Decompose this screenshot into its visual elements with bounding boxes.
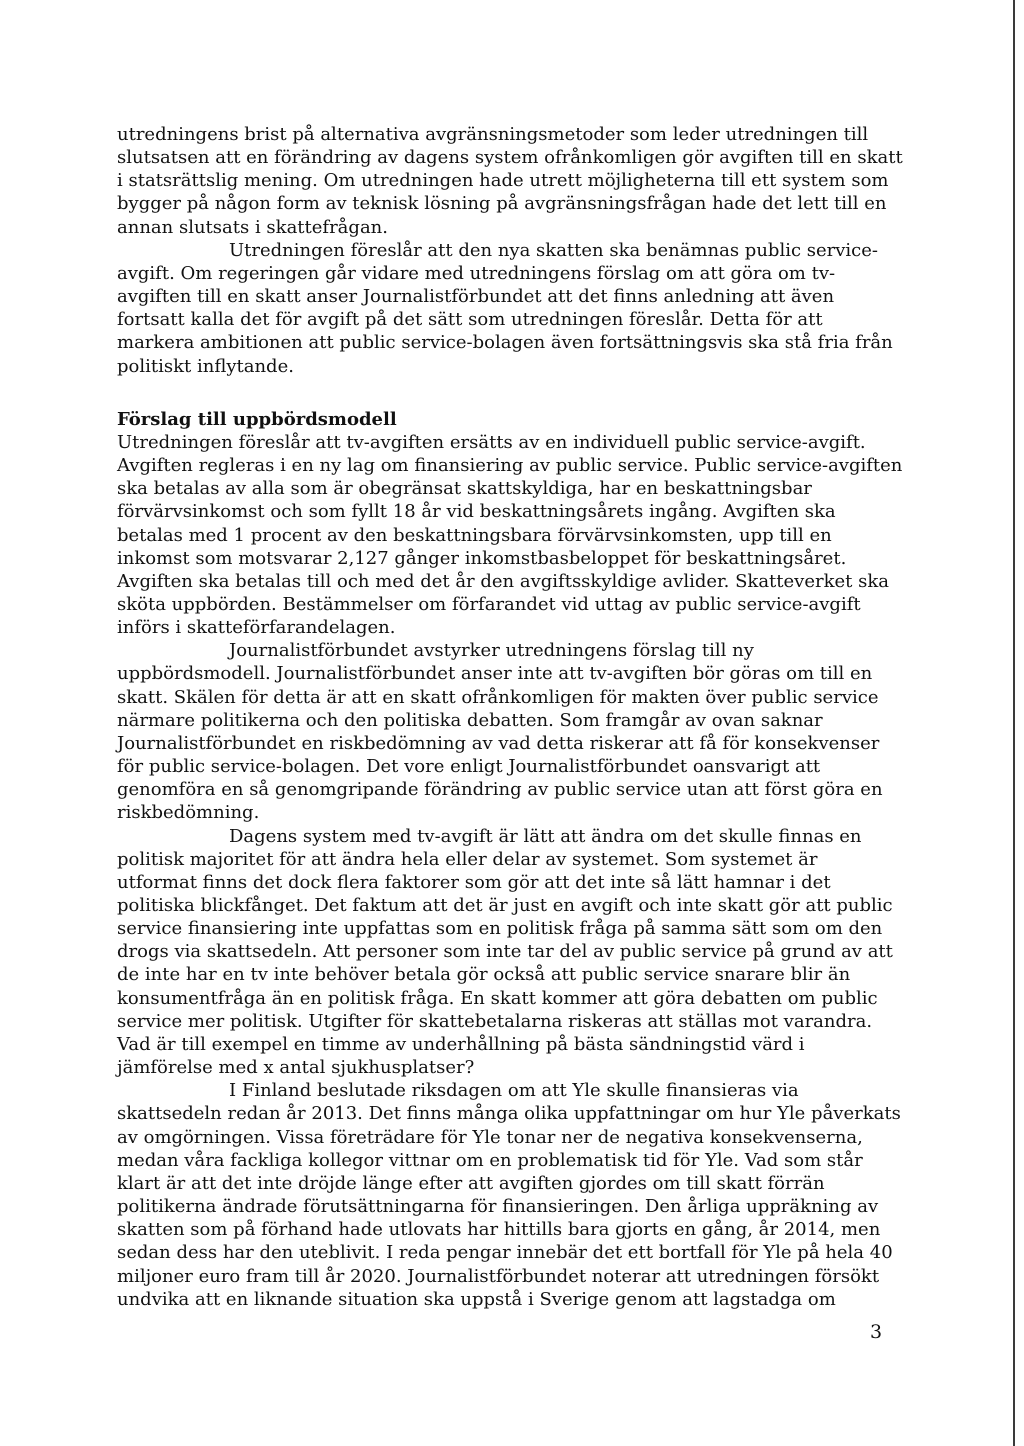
paragraph: Dagens system med tv-avgift är lätt att ändra om det skulle finnas en politisk majoritet för att ändra hela eller delar av systemet. Som systemet är utformat finns det dock flera faktorer som gör att det inte så lätt hamnar i det politiska blickfånget. Det faktum att det är just en avgift och inte skatt gör att public service finansiering inte uppfattas som en politisk fråga på samma sätt som om den drogs via skattsedeln. Att personer som inte tar del av public service på grund av att de inte har en tv inte behöver betala gör också att public service snarare blir än konsumentfråga än en politisk fråga. En skatt kommer att göra debatten om public service mer politisk. Utgifter för skattebetalarna riskeras att ställas mot varandra. Vad är till exempel en timme av underhållning på bästa sändningstid värd i jämförelse med x antal sjukhusplatser? (117, 825, 893, 1079)
document-body (117, 123, 903, 1311)
paragraph: Utredningen föreslår att den nya skatten ska benämnas public service-avgift. Om regeringen går vidare med utredningens förslag om att göra om tv-avgiften till en skatt anser Journalistförbundet att det finns anledning att även fortsatt kalla det för avgift på det sätt som utredningen föreslår. Detta för att markera ambitionen att public service-bolagen även fortsättningsvis ska stå fria från politiskt inflytande. (117, 239, 893, 377)
paragraph: Utredningen föreslår att tv-avgiften ersätts av en individuell public service-avgift. Avgiften regleras i en ny lag om finansiering av public service. Public service-avgiften ska betalas av alla som är obegränsat skattskyldiga, har en beskattningsbar förvärvsinkomst och som fyllt 18 år vid beskattningsårets ingång. Avgiften ska betalas med 1 procent av den beskattningsbara förvärvsinkomsten, upp till en inkomst som motsvarar 2,127 gånger inkomstbasbeloppet för beskattningsåret. Avgiften ska betalas till och med det år den avgiftsskyldige avlider. Skatteverket ska sköta uppbörden. Bestämmelser om förfarandet vid uttag av public service-avgift införs i skatteförfarandelagen. (117, 431, 903, 639)
paragraph: I Finland beslutade riksdagen om att Yle skulle finansieras via skattsedeln redan år 2013. Det finns många olika uppfattningar om hur Yle påverkats av omgörningen. Vissa företrädare för Yle tonar ner de negativa konsekvenserna, medan våra fackliga kollegor vittnar om en problematisk tid för Yle. Vad som står klart är att det inte dröjde länge efter att avgiften gjordes om till skatt förrän politikerna ändrade förutsättningarna för finansieringen. Den årliga uppräkning av skatten som på förhand hade utlovats har hittills bara gjorts en gång, år 2014, men sedan dess har den uteblivit. I reda pengar innebär det ett bortfall för Yle på hela 40 miljoner euro fram till år 2020. Journalistförbundet noterar att utredningen försökt undvika att en liknande situation ska uppstå i Sverige genom att lagstadga om (117, 1080, 901, 1310)
page-number: 3 (870, 1321, 883, 1343)
paragraph: utredningens brist på alternativa avgränsningsmetoder som leder utredningen till slutsatsen att en förändring av dagens system ofrånkomligen gör avgiften till en skatt i statsrättslig mening. Om utredningen hade utrett möjligheterna till ett system som bygger på någon form av teknisk lösning på avgränsningsfrågan hade det lett till en annan slutsats i skattefrågan. (117, 124, 903, 238)
page-edge-line (1013, 0, 1015, 1446)
section-heading: Förslag till uppbördsmodell (117, 408, 397, 430)
paragraph: Journalistförbundet avstyrker utredningens förslag till ny uppbördsmodell. Journalistförbundet anser inte att tv-avgiften bör göras om till en skatt. Skälen för detta är att en skatt ofrånkomligen för makten över public service närmare politikerna och den politiska debatten. Som framgår av ovan saknar Journalistförbundet en riskbedömning av vad detta riskerar att få för konsekvenser för public service-bolagen. Det vore enligt Journalistförbundet oansvarigt att genomföra en så genomgripande förändring av public service utan att först göra en riskbedömning. (117, 640, 883, 824)
